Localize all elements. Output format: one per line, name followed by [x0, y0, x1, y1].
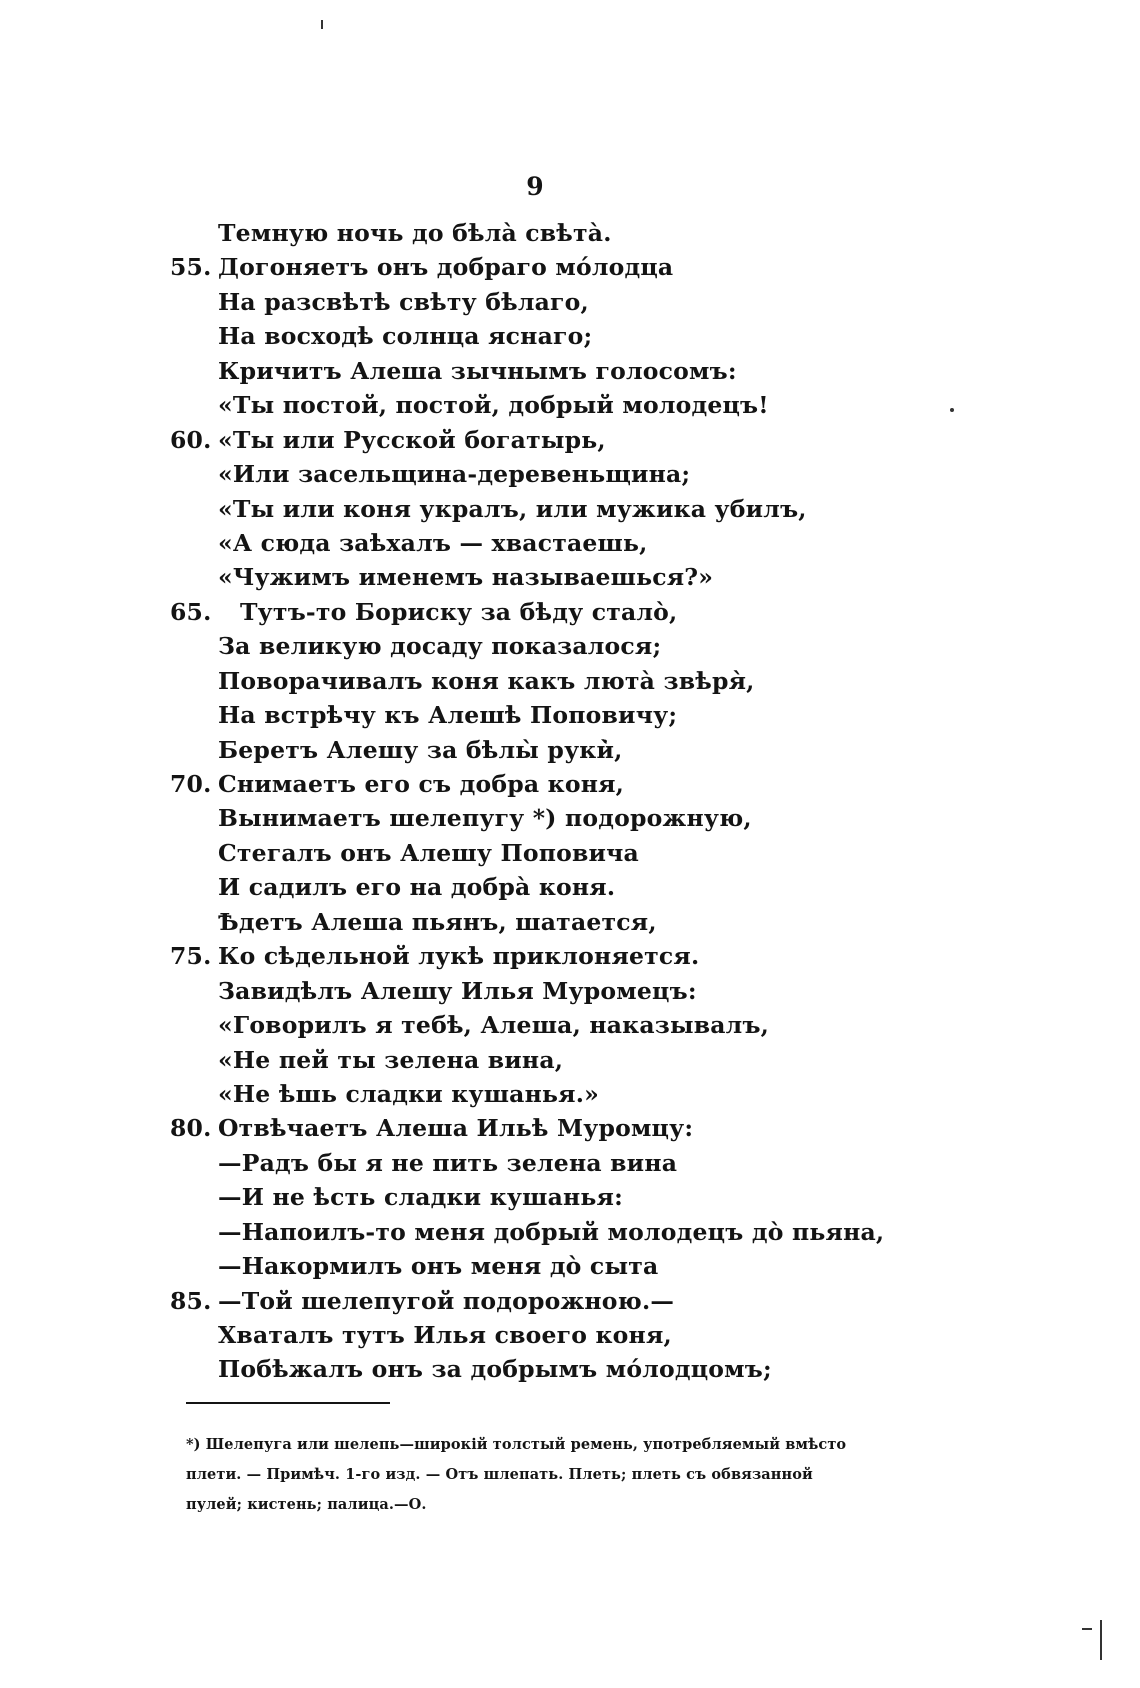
- footnote-line: плети. — Примѣч. 1-го изд. — Отъ шлепать. Плеть; плеть съ обвязанной: [186, 1466, 813, 1483]
- footnote: [186, 1430, 906, 1520]
- verse-line: [170, 1180, 890, 1214]
- line-text: —И не ѣсть сладки кушанья:: [218, 1183, 623, 1212]
- verse-line: [170, 1215, 890, 1249]
- line-text: Хваталъ тутъ Илья своего коня,: [218, 1321, 672, 1349]
- line-text: Снимаетъ его съ добра коня,: [218, 770, 625, 798]
- verse-line: [170, 974, 890, 1008]
- line-text: «А сюда заѣхалъ — хвастаешь,: [218, 528, 648, 557]
- line-text: —Напоилъ-то меня добрый молодецъ до̀ пьяна,: [218, 1217, 885, 1246]
- verse-line: [170, 1146, 890, 1180]
- footnote-line: пулей; кистень; палица.—О.: [186, 1496, 427, 1513]
- verse-line: [170, 836, 890, 870]
- verse-line: [170, 1318, 890, 1352]
- page-number: 9: [526, 172, 544, 201]
- scan-speck: [950, 408, 954, 412]
- line-text: Вынимаетъ шелепугу *) подорожную,: [218, 804, 752, 833]
- verse-line: [170, 939, 890, 973]
- verse-line: [170, 457, 890, 491]
- line-number: 65.: [170, 597, 212, 626]
- verse-line: [170, 801, 890, 835]
- line-text: «Ты или коня укралъ, или мужика убилъ,: [218, 494, 807, 523]
- verse-line: [170, 423, 890, 457]
- line-text: —Радъ бы я не пить зелена вина: [218, 1148, 678, 1177]
- scan-speck: [1082, 1628, 1092, 1630]
- verse-line: [170, 1111, 890, 1145]
- verse-line: [170, 354, 890, 388]
- verse-line: [170, 492, 890, 526]
- line-number: 80.: [170, 1114, 212, 1143]
- line-text: «Не ѣшь сладки кушанья.»: [218, 1079, 599, 1108]
- verse-line: [170, 560, 890, 594]
- verse-line: [170, 1077, 890, 1111]
- line-text: «Чужимъ именемъ называешься?»: [218, 563, 714, 592]
- line-number: 70.: [170, 770, 212, 798]
- line-text: Отвѣчаетъ Алеша Ильѣ Муромцу:: [218, 1114, 694, 1143]
- verse-line: [170, 870, 890, 904]
- line-text: —Накормилъ онъ меня до̀ сыта: [218, 1252, 659, 1281]
- line-text: «Ты постой, постой, добрый молодецъ!: [218, 391, 769, 420]
- verse-line: [170, 388, 890, 422]
- verse-line: [170, 698, 890, 732]
- verse-line: [170, 629, 890, 663]
- line-text: И садилъ его на добра̀ коня.: [218, 873, 616, 902]
- verse-line: [170, 1352, 890, 1386]
- scan-speck: [1100, 1620, 1102, 1660]
- verse-line: [170, 1043, 890, 1077]
- line-text: На восходѣ солнца яснаго;: [218, 322, 593, 351]
- line-text: Догоняетъ онъ добраго мо́лодца: [218, 253, 674, 282]
- verse-line: [170, 1008, 890, 1042]
- line-text: Побѣжалъ онъ за добрымъ мо́лодцомъ;: [218, 1355, 772, 1384]
- line-text: На разсвѣтѣ свѣту бѣлаго,: [218, 287, 589, 316]
- line-text: Ѣдетъ Алеша пьянъ, шатается,: [218, 907, 657, 936]
- line-text: На встрѣчу къ Алешѣ Поповичу;: [218, 701, 678, 730]
- footnote-rule: [186, 1402, 390, 1404]
- line-text: Стегалъ онъ Алешу Поповича: [218, 838, 639, 867]
- verse-line: [170, 526, 890, 560]
- line-number: 75.: [170, 942, 212, 971]
- line-number: 55.: [170, 253, 212, 282]
- line-text: «Не пей ты зелена вина,: [218, 1045, 564, 1074]
- verse-body: [170, 216, 890, 1387]
- scan-speck: [321, 20, 323, 29]
- line-text: Кричитъ Алеша зычнымъ голосомъ:: [218, 356, 737, 385]
- verse-line: [170, 664, 890, 698]
- line-text: —Той шелепугой подорожною.—: [218, 1286, 675, 1315]
- verse-line: [170, 767, 890, 801]
- line-text: Завидѣлъ Алешу Илья Муромецъ:: [218, 976, 697, 1005]
- line-text: Тутъ-то Бориску за бѣду стало̀,: [240, 597, 678, 626]
- line-text: «Ты или Русской богатырь,: [218, 425, 606, 454]
- verse-line: [170, 250, 890, 284]
- verse-line: [170, 905, 890, 939]
- verse-line: [170, 595, 890, 629]
- verse-line: [170, 216, 890, 250]
- verse-line: [170, 1284, 890, 1318]
- line-text: «Или засельщина-деревеньщина;: [218, 460, 691, 489]
- line-text: За великую досаду показалося;: [218, 632, 662, 661]
- line-text: Беретъ Алешу за бѣлы̀ руки̇̀,: [218, 735, 623, 764]
- verse-line: [170, 1249, 890, 1283]
- line-number: 60.: [170, 425, 212, 454]
- verse-line: [170, 319, 890, 353]
- verse-line: [170, 285, 890, 319]
- line-text: «Говорилъ я тебѣ, Алеша, наказывалъ,: [218, 1011, 770, 1040]
- line-number: 85.: [170, 1286, 212, 1315]
- line-text: Поворачивалъ коня какъ люта̀ звѣря̀,: [218, 666, 755, 695]
- line-text: Темную ночь до бѣла̀ свѣта̀.: [218, 219, 612, 247]
- footnote-line: *) Шелепуга или шелепь—широкій толстый ремень, употребляемый вмѣсто: [186, 1436, 847, 1453]
- verse-line: [170, 733, 890, 767]
- line-text: Ко сѣдельной лукѣ приклоняется.: [218, 942, 700, 971]
